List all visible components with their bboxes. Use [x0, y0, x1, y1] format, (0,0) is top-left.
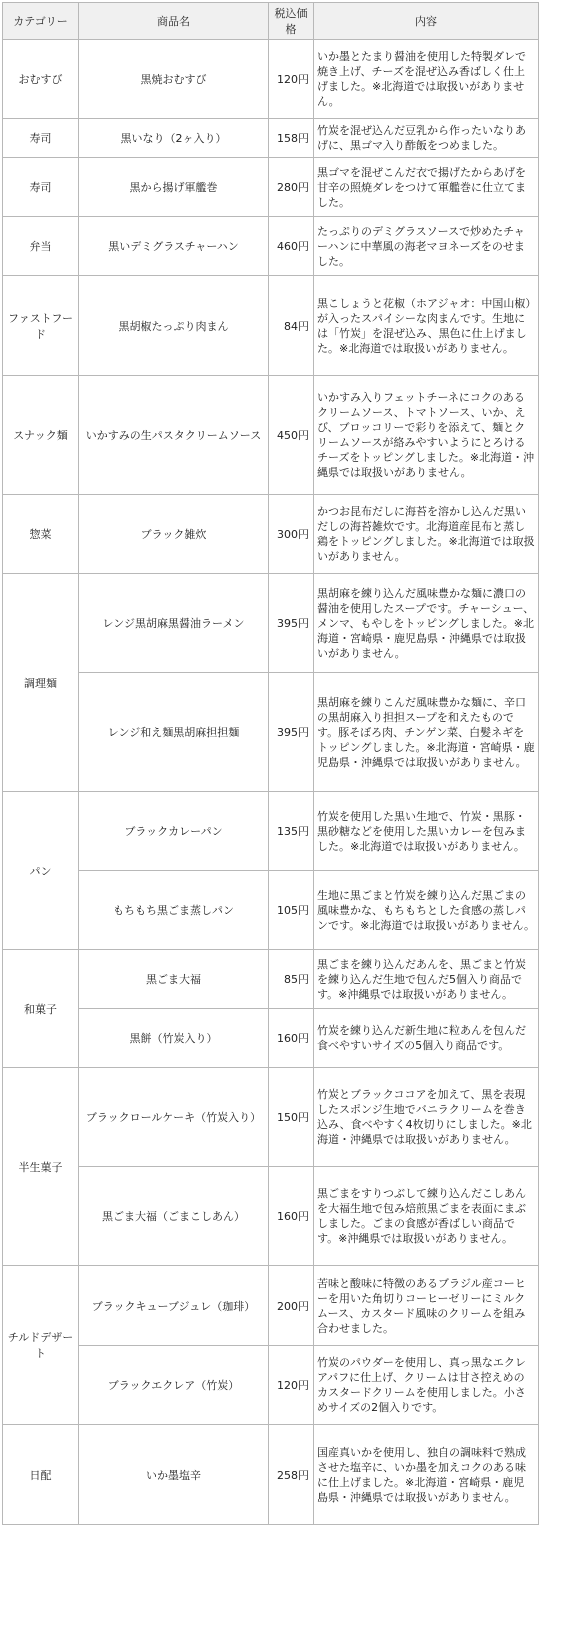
table-body	[3, 40, 539, 1525]
table-row	[3, 574, 539, 673]
price-cell: 280円	[269, 158, 314, 217]
description-cell: いかすみ入りフェットチーネにコクのあるクリームソース、トマトソース、いか、えび、ブロッコリーで彩りを添えて、麺とクリームソースが絡みやすいようにとろけるチーズをトッピングしました。※北海道・沖縄県では取扱いがありません。	[314, 376, 539, 495]
table-header-row	[3, 3, 539, 40]
header-description: 内容	[314, 3, 539, 40]
product-name-cell: 黒胡椒たっぷり肉まん	[79, 276, 269, 376]
table-row	[3, 1266, 539, 1346]
product-name-cell: ブラック雑炊	[79, 495, 269, 574]
table-row	[3, 1068, 539, 1167]
price-cell: 85円	[269, 950, 314, 1009]
table-row	[3, 871, 539, 950]
description-cell: いか墨とたまり醤油を使用した特製ダレで焼き上げ、チーズを混ぜ込み香ばしく仕上げました。※北海道では取扱いがありません。	[314, 40, 539, 119]
category-cell: 寿司	[3, 158, 79, 217]
price-cell: 160円	[269, 1167, 314, 1266]
description-cell: 生地に黒ごまと竹炭を練り込んだ黒ごまの風味豊かな、もちもちとした食感の蒸しパンです。※北海道では取扱いがありません。	[314, 871, 539, 950]
header-price: 税込価格	[269, 3, 314, 40]
product-name-cell: もちもち黒ごま蒸しパン	[79, 871, 269, 950]
description-cell: 竹炭とブラックココアを加えて、黒を表現したスポンジ生地でバニラクリームを巻き込み、食べやすく4枚切りにしました。※北海道・沖縄県では取扱いがありません。	[314, 1068, 539, 1167]
product-name-cell: レンジ黒胡麻黒醤油ラーメン	[79, 574, 269, 673]
description-cell: 竹炭のパウダーを使用し、真っ黒なエクレアパフに仕上げ、クリームは甘さ控えめのカスタードクリームを使用しました。小さめサイズの2個入りです。	[314, 1346, 539, 1425]
price-cell: 150円	[269, 1068, 314, 1167]
category-cell: 調理麺	[3, 574, 79, 792]
price-cell: 105円	[269, 871, 314, 950]
price-cell: 450円	[269, 376, 314, 495]
category-cell: チルドデザート	[3, 1266, 79, 1425]
price-cell: 395円	[269, 574, 314, 673]
price-cell: 135円	[269, 792, 314, 871]
price-cell: 160円	[269, 1009, 314, 1068]
description-cell: 苦味と酸味に特徴のあるブラジル産コーヒーを用いた角切りコーヒーゼリーにミルクムース、カスタード風味のクリームを組み合わせました。	[314, 1266, 539, 1346]
table-row	[3, 217, 539, 276]
category-cell: 半生菓子	[3, 1068, 79, 1266]
table-row	[3, 792, 539, 871]
price-cell: 120円	[269, 40, 314, 119]
product-name-cell: 黒ごま大福	[79, 950, 269, 1009]
description-cell: たっぷりのデミグラスソースで炒めたチャーハンに中華風の海老マヨネーズをのせました。	[314, 217, 539, 276]
product-name-cell: いかすみの生パスタクリームソース	[79, 376, 269, 495]
price-cell: 258円	[269, 1425, 314, 1525]
header-product-name: 商品名	[79, 3, 269, 40]
header-category: カテゴリー	[3, 3, 79, 40]
description-cell: 黒こしょうと花椒（ホアジャオ：中国山椒）が入ったスパイシーな肉まんです。生地には「竹炭」を混ぜ込み、黒色に仕上げました。※北海道では取扱いがありません。	[314, 276, 539, 376]
product-name-cell: 黒いデミグラスチャーハン	[79, 217, 269, 276]
category-cell: パン	[3, 792, 79, 950]
category-cell: おむすび	[3, 40, 79, 119]
table-row	[3, 276, 539, 376]
table-row	[3, 1009, 539, 1068]
product-name-cell: ブラックカレーパン	[79, 792, 269, 871]
category-cell: 日配	[3, 1425, 79, 1525]
product-name-cell: ブラックエクレア（竹炭）	[79, 1346, 269, 1425]
category-cell: 寿司	[3, 119, 79, 158]
price-cell: 300円	[269, 495, 314, 574]
description-cell: 黒胡麻を練り込んだ風味豊かな麺に濃口の醤油を使用したスープです。チャーシュー、メンマ、もやしをトッピングしました。※北海道・宮崎県・鹿児島県・沖縄県では取扱いがありません。	[314, 574, 539, 673]
category-cell: 惣菜	[3, 495, 79, 574]
price-cell: 460円	[269, 217, 314, 276]
description-cell: 竹炭を混ぜ込んだ豆乳から作ったいなりあげに、黒ゴマ入り酢飯をつめました。	[314, 119, 539, 158]
table-row	[3, 950, 539, 1009]
description-cell: 国産真いかを使用し、独自の調味料で熟成させた塩辛に、いか墨を加えコクのある味に仕上げました。※北海道・宮崎県・鹿児島県・沖縄県では取扱いがありません。	[314, 1425, 539, 1525]
price-cell: 120円	[269, 1346, 314, 1425]
table-row	[3, 673, 539, 792]
table-row	[3, 40, 539, 119]
category-cell: 弁当	[3, 217, 79, 276]
price-cell: 84円	[269, 276, 314, 376]
table-row	[3, 158, 539, 217]
product-name-cell: 黒ごま大福（ごまこしあん）	[79, 1167, 269, 1266]
product-name-cell: いか墨塩辛	[79, 1425, 269, 1525]
category-cell: スナック麺	[3, 376, 79, 495]
product-name-cell: ブラックロールケーキ（竹炭入り）	[79, 1068, 269, 1167]
table-row	[3, 1167, 539, 1266]
table-row	[3, 1346, 539, 1425]
price-cell: 395円	[269, 673, 314, 792]
table-row	[3, 119, 539, 158]
category-cell: ファストフード	[3, 276, 79, 376]
description-cell: かつお昆布だしに海苔を溶かし込んだ黒いだしの海苔雑炊です。北海道産昆布と蒸し鶏をトッピングしました。※北海道では取扱いがありません。	[314, 495, 539, 574]
price-cell: 200円	[269, 1266, 314, 1346]
product-name-cell: 黒から揚げ軍艦巻	[79, 158, 269, 217]
product-name-cell: 黒いなり（2ヶ入り）	[79, 119, 269, 158]
product-name-cell: 黒焼おむすび	[79, 40, 269, 119]
product-name-cell: 黒餅（竹炭入り）	[79, 1009, 269, 1068]
category-cell: 和菓子	[3, 950, 79, 1068]
table-row	[3, 1425, 539, 1525]
description-cell: 黒ごまを練り込んだあんを、黒ごまと竹炭を練り込んだ生地で包んだ5個入り商品です。※沖縄県では取扱いがありません。	[314, 950, 539, 1009]
description-cell: 竹炭を使用した黒い生地で、竹炭・黒豚・黒砂糖などを使用した黒いカレーを包みました。※北海道では取扱いがありません。	[314, 792, 539, 871]
table-row	[3, 495, 539, 574]
price-cell: 158円	[269, 119, 314, 158]
product-table	[2, 2, 539, 1525]
description-cell: 黒胡麻を練りこんだ風味豊かな麺に、辛口の黒胡麻入り担担スープを和えたものです。豚そぼろ肉、チンゲン菜、白髪ネギをトッピングしました。※北海道・宮崎県・鹿児島県・沖縄県では取扱いがありません。	[314, 673, 539, 792]
table-row	[3, 376, 539, 495]
product-name-cell: レンジ和え麺黒胡麻担担麺	[79, 673, 269, 792]
description-cell: 竹炭を練り込んだ新生地に粒あんを包んだ食べやすいサイズの5個入り商品です。	[314, 1009, 539, 1068]
product-name-cell: ブラックキューブジュレ（珈琲）	[79, 1266, 269, 1346]
description-cell: 黒ゴマを混ぜこんだ衣で揚げたからあげを甘辛の照焼ダレをつけて軍艦巻に仕立てました。	[314, 158, 539, 217]
description-cell: 黒ごまをすりつぶして練り込んだこしあんを大福生地で包み焙煎黒ごまを表面にまぶしました。ごまの食感が香ばしい商品です。※沖縄県では取扱いがありません。	[314, 1167, 539, 1266]
